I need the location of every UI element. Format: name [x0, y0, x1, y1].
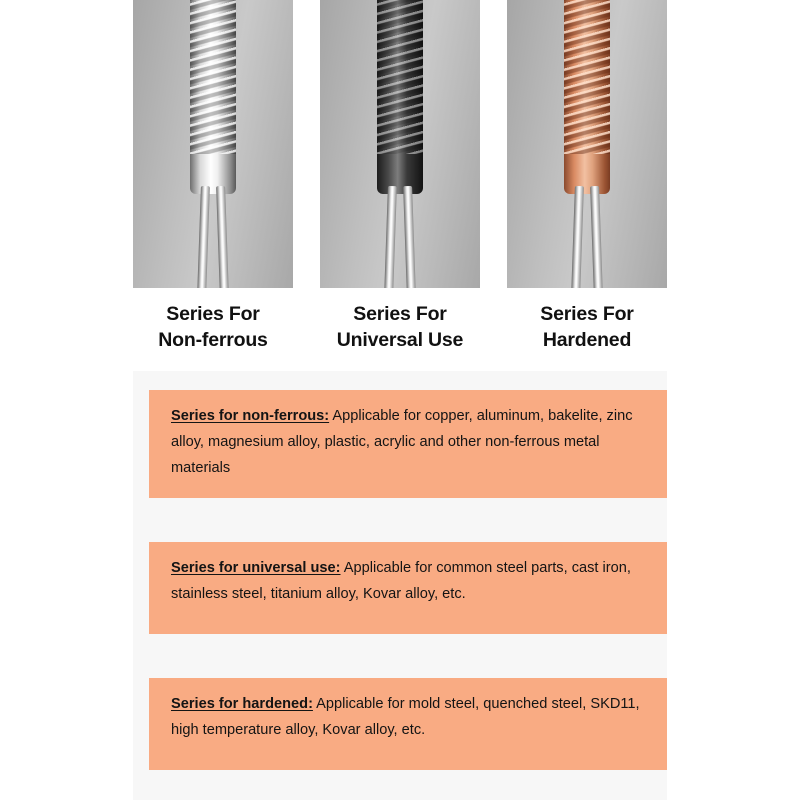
- description-lead: Series for universal use:: [171, 560, 341, 576]
- tool-leg-left: [384, 186, 397, 288]
- description-body: Applicable for copper, aluminum, bakelite, zinc alloy, magnesium alloy, plastic, acrylic and other non-ferrous metal materials: [171, 408, 633, 476]
- product-photo-hardened: [507, 0, 667, 288]
- description-hardened: [149, 678, 683, 770]
- tap-tool-copper-icon: [559, 0, 615, 194]
- tool-legs: [196, 186, 230, 288]
- tool-leg-right: [216, 186, 229, 288]
- tool-threads: [190, 0, 236, 154]
- description-body: Applicable for common steel parts, cast iron, stainless steel, titanium alloy, Kovar alloy, etc.: [171, 560, 631, 602]
- card-caption-line1: Series For: [166, 303, 260, 325]
- tap-tool-silver-icon: [185, 0, 241, 194]
- content-column: [133, 0, 667, 800]
- description-body: Applicable for mold steel, quenched steel, SKD11, high temperature alloy, Kovar alloy, etc.: [171, 696, 640, 738]
- card-caption: [158, 302, 267, 353]
- tool-legs: [383, 186, 417, 288]
- product-photo-universal: [320, 0, 480, 288]
- tool-threads: [377, 0, 423, 154]
- right-gutter: [667, 0, 800, 800]
- tool-legs: [570, 186, 604, 288]
- card-caption-line1: Series For: [353, 303, 447, 325]
- tool-leg-left: [571, 186, 584, 288]
- left-gutter: [0, 0, 133, 800]
- card-caption-line2: Universal Use: [336, 328, 464, 351]
- tool-threads: [564, 0, 610, 154]
- card-caption-line1: Series For: [540, 303, 634, 325]
- card-caption-line2: Hardened: [542, 328, 632, 351]
- card-hardened[interactable]: [507, 0, 667, 353]
- card-caption-line2: Non-ferrous: [158, 328, 268, 351]
- product-photo-non-ferrous: [133, 0, 293, 288]
- card-universal[interactable]: [320, 0, 480, 353]
- description-non-ferrous: [149, 390, 683, 498]
- tool-leg-right: [403, 186, 416, 288]
- description-lead: Series for non-ferrous:: [171, 408, 330, 424]
- tool-leg-left: [197, 186, 210, 288]
- product-card-strip: [133, 0, 667, 371]
- description-universal: [149, 542, 683, 634]
- card-non-ferrous[interactable]: [133, 0, 293, 353]
- card-caption: [337, 302, 463, 353]
- tap-tool-black-icon: [372, 0, 428, 194]
- card-caption: [540, 302, 633, 353]
- tool-leg-right: [590, 186, 603, 288]
- description-lead: Series for hardened:: [171, 696, 313, 712]
